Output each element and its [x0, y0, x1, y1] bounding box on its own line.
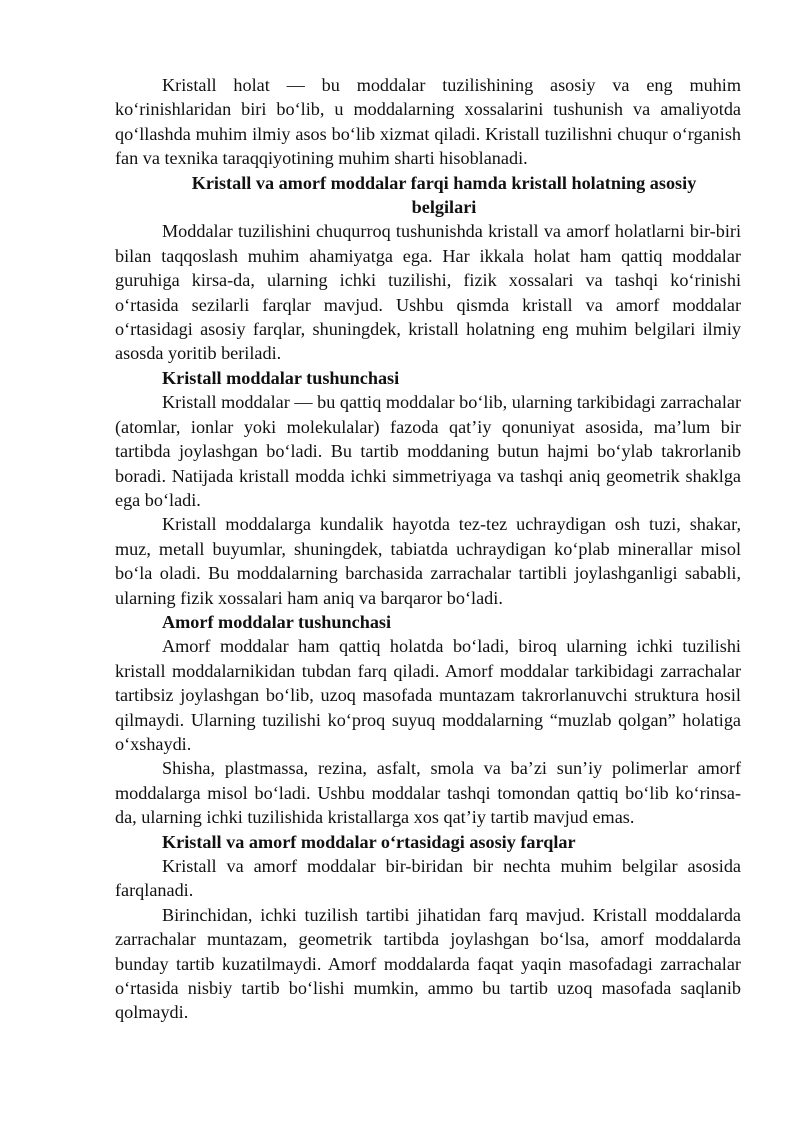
intro-paragraph: Kristall holat — bu moddalar tuzilishining asosiy va eng muhim ko‘rinishlaridan biri bo‘lib, u moddalarning xossalarini tushunish va amaliyotda qo‘llashda muhim ilmiy asos bo‘lib xizmat qiladi. Kristall tuzilishni chuqur o‘rganish fan va texnika taraqqiyotining muhim sharti hisoblanadi. — [115, 75, 741, 169]
main-heading: Kristall va amorf moddalar farqi hamda kristall holatning asosiy belgilari — [191, 172, 697, 218]
section-heading-differences: Kristall va amorf moddalar o‘rtasidagi asosiy farqlar — [162, 831, 576, 852]
differences-paragraph-1: Kristall va amorf moddalar bir-biridan bir nechta muhim belgilar asosida farqlanadi. — [115, 856, 741, 901]
crystal-paragraph-2: Kristall moddalarga kundalik hayotda tez-tez uchraydigan osh tuzi, shakar, muz, metall buyumlar, shuningdek, tabiatda uchraydigan ko‘plab minerallar misol bo‘la oladi. Bu moddalarning barchasida zarrachalar tartibli joylashganligi sababli, ularning fizik xossalari ham aniq va barqaror bo‘ladi. — [115, 514, 741, 608]
section-heading-amorphous: Amorf moddalar tushunchasi — [162, 611, 392, 632]
amorphous-paragraph-2: Shisha, plastmassa, rezina, asfalt, smola va ba’zi sun’iy polimerlar amorf moddalarga misol bo‘ladi. Ushbu moddalar tashqi tomondan qattiq bo‘lib ko‘rinsa-da, ularning ichki tuzilishida kristallarga xos qat’iy tartib mavjud emas. — [115, 758, 741, 828]
amorphous-paragraph-1: Amorf moddalar ham qattiq holatda bo‘ladi, biroq ularning ichki tuzilishi kristall moddalarnikidan tubdan farq qiladi. Amorf moddalar tarkibidagi zarrachalar tartibsiz joylashgan bo‘lib, uzoq masofada muntazam takrorlanuvchi struktura hosil qilmaydi. Ularning tuzilishi ko‘proq suyuq moddalarning “muzlab qolgan” holatiga o‘xshaydi. — [115, 636, 741, 754]
differences-paragraph-2: Birinchidan, ichki tuzilish tartibi jihatidan farq mavjud. Kristall moddalarda zarrachalar muntazam, geometrik tartibda joylashgan bo‘lsa, amorf moddalarda bunday tartib kuzatilmaydi. Amorf moddalarda faqat yaqin masofadagi zarrachalar o‘rtasida nisbiy tartib bo‘lishi mumkin, ammo bu tartib uzoq masofada saqlanib qolmaydi. — [115, 904, 741, 1023]
document-page — [115, 73, 741, 1025]
section-heading-crystal: Kristall moddalar tushunchasi — [162, 367, 400, 388]
crystal-paragraph-1: Kristall moddalar — bu qattiq moddalar bo‘lib, ularning tarkibidagi zarrachalar (atomlar, ionlar yoki molekulalar) fazoda qat’iy qonuniyat asosida, ma’lum bir tartibda joylashgan bo‘ladi. Bu tartib moddaning butun hajmi bo‘ylab takrorlanib boradi. Natijada kristall modda ichki simmetriyaga va tashqi aniq geometrik shaklga ega bo‘ladi. — [115, 392, 741, 510]
main-paragraph: Moddalar tuzilishini chuqurroq tushunishda kristall va amorf holatlarni bir-biri bilan taqqoslash muhim ahamiyatga ega. Har ikkala holat ham qattiq moddalar guruhiga kirsa-da, ularning ichki tuzilishi, fizik xossalari va tashqi ko‘rinishi o‘rtasida sezilarli farqlar mavjud. Ushbu qismda kristall va amorf moddalar o‘rtasidagi asosiy farqlar, shuningdek, kristall holatning eng muhim belgilari ilmiy asosda yoritib beriladi. — [115, 221, 741, 364]
